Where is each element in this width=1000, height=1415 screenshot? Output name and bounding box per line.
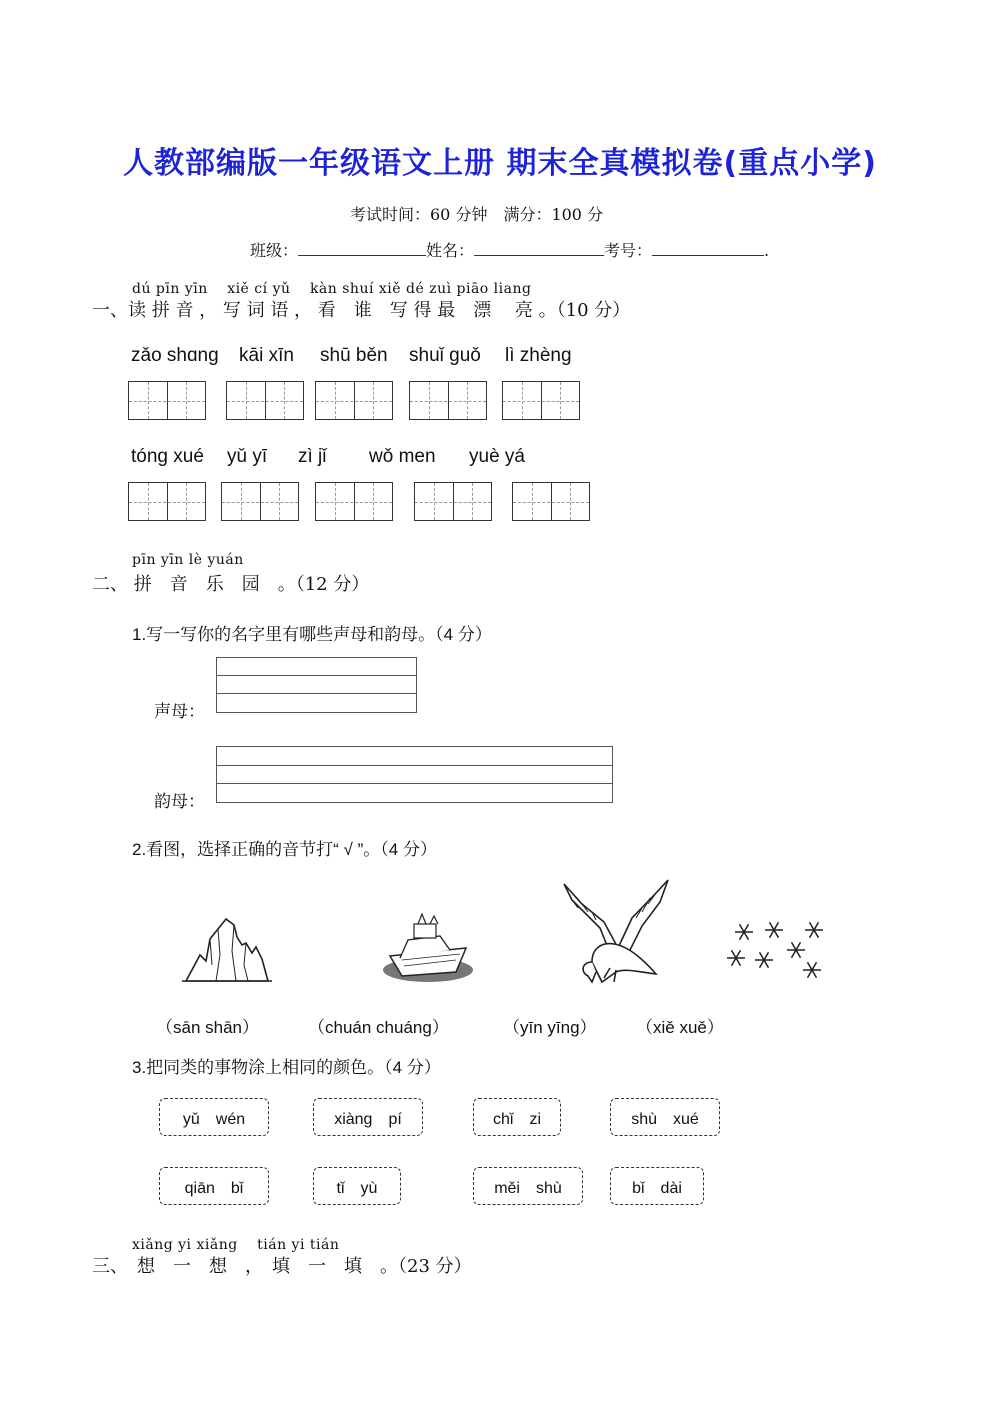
s3-heading: 三、 想 一 想 ， 填 一 填 。（23 分） [92, 1256, 472, 1277]
eagle-picture [562, 878, 672, 988]
s1-pinyin: dú pīn yīn xiě cí yǔ kàn shuí xiě dé zuì piāo liang [132, 281, 532, 297]
tian-box[interactable] [414, 482, 492, 521]
choice-snow[interactable]: （xiě xuě） [636, 1018, 724, 1037]
s3-pinyin: xiǎng yi xiǎng tián yi tián [132, 1237, 340, 1253]
tian-box[interactable] [221, 482, 299, 521]
pinyin-box[interactable]: měi shù [473, 1167, 583, 1205]
s1-heading: 一、读 拼 音 ， 写 词 语 ， 看 谁 写 得 最 漂 亮 。（10 分） [92, 300, 631, 321]
yunmu-lines[interactable] [216, 746, 613, 803]
pinyin-box[interactable]: qiān bǐ [159, 1167, 269, 1205]
choice-mountain[interactable]: （sān shān） [156, 1018, 259, 1037]
choice-eagle[interactable]: （yīn yīng） [503, 1018, 597, 1037]
tian-box[interactable] [502, 381, 580, 420]
number-blank[interactable] [652, 241, 764, 256]
mountain-picture [180, 915, 275, 985]
s1-row1-pinyin-4: shuǐ guǒ [409, 345, 481, 366]
tian-box[interactable] [315, 482, 393, 521]
class-blank[interactable] [298, 241, 426, 256]
end-mark: . [764, 241, 770, 260]
s1-row1-pinyin-1: zǎo shɑng [131, 345, 219, 366]
s2-heading: 二、 拼 音 乐 园 。（12 分） [92, 574, 370, 595]
name-blank[interactable] [474, 241, 604, 256]
s1-row2-pinyin-3: zì jǐ [298, 446, 327, 467]
pinyin-box[interactable]: shù xué [610, 1098, 720, 1136]
s1-row1-pinyin-5: lì zhèng [505, 345, 572, 366]
yunmu-label: 韵母： [154, 792, 205, 811]
shengmu-label: 声母： [154, 702, 205, 721]
exam-info: 考试时间：60 分钟 满分：100 分 [350, 205, 604, 224]
page-title: 人教部编版一年级语文上册 期末全真模拟卷(重点小学) [123, 146, 877, 181]
tian-box[interactable] [226, 381, 304, 420]
pinyin-box[interactable]: yǔ wén [159, 1098, 269, 1136]
student-fields [250, 238, 769, 261]
shengmu-lines[interactable] [216, 657, 417, 713]
choice-ship[interactable]: （chuán chuáng） [308, 1018, 449, 1037]
tian-box[interactable] [409, 381, 487, 420]
number-label: 考号： [604, 241, 653, 260]
tian-box[interactable] [512, 482, 590, 521]
s1-row2-pinyin-1: tóng xué [131, 446, 204, 467]
tian-box[interactable] [315, 381, 393, 420]
s2-q2: 2.看图，选择正确的音节打“ √ ”。（4 分） [132, 840, 437, 859]
name-label: 姓名： [426, 241, 475, 260]
s1-row2-pinyin-4: wǒ men [369, 446, 436, 467]
s2-pinyin: pīn yīn lè yuán [132, 552, 244, 568]
tian-box[interactable] [128, 381, 206, 420]
pinyin-box[interactable]: bǐ dài [610, 1167, 704, 1205]
s1-row2-pinyin-2: yǔ yī [227, 446, 268, 467]
class-label: 班级： [250, 241, 299, 260]
pinyin-box[interactable]: tǐ yù [313, 1167, 401, 1205]
s1-row1-pinyin-3: shū běn [320, 345, 388, 366]
s1-row1-pinyin-2: kāi xīn [239, 345, 294, 366]
pinyin-box[interactable]: chǐ zi [473, 1098, 561, 1136]
snowflakes-picture [722, 920, 828, 984]
pinyin-box[interactable]: xiàng pí [313, 1098, 423, 1136]
s1-row2-pinyin-5: yuè yá [469, 446, 525, 467]
s2-q3: 3.把同类的事物涂上相同的颜色。（4 分） [132, 1058, 441, 1077]
s2-q1: 1.写一写你的名字里有哪些声母和韵母。（4 分） [132, 625, 492, 644]
ship-picture [380, 910, 476, 985]
tian-box[interactable] [128, 482, 206, 521]
